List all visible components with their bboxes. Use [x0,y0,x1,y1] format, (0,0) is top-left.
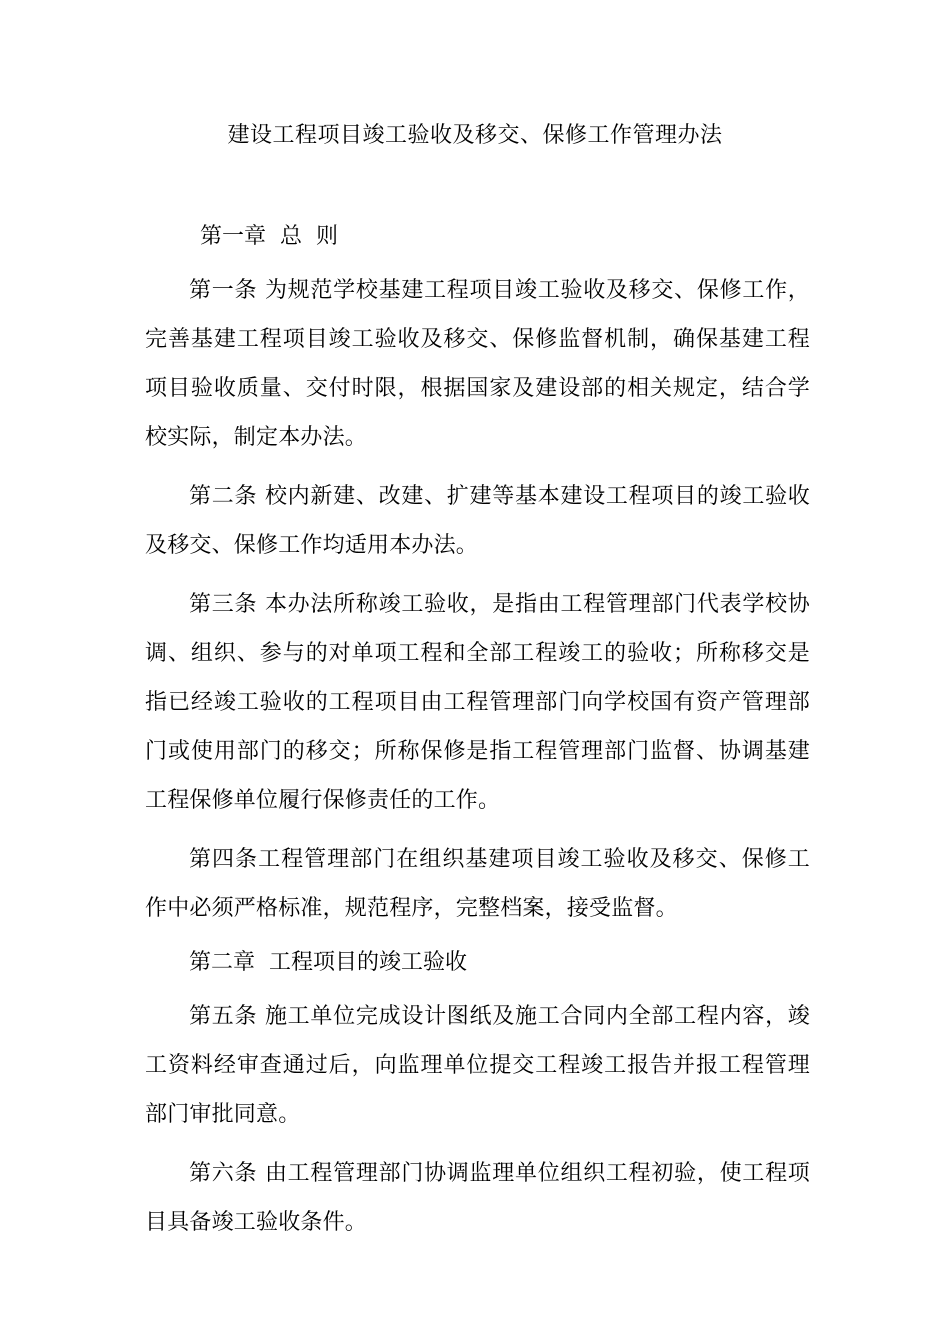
article-label: 第六条 [189,1161,265,1186]
document-body [145,217,810,1257]
article-text: 本办法所称竣工验收，是指由工程管理部门代表学校协调、组织、参与的对单项工程和全部工程竣工的验收；所称移交是指已经竣工验收的工程项目由工程管理部门向学校国有资产管理部门或使用部门的移交；所称保修是指工程管理部门监督、协调基建工程保修单位履行保修责任的工作。 [145,592,810,813]
article-5 [145,992,810,1139]
article-1 [145,266,810,462]
article-label: 第三条 [189,592,265,617]
article-2 [145,472,810,570]
article-text: 第四条工程管理部门在组织基建项目竣工验收及移交、保修工作中必须严格标准，规范程序，完整档案，接受监督。 [145,847,810,921]
article-6 [145,1149,810,1247]
chapter-heading-1: 第一章 总 则 [200,224,338,249]
article-label: 第五条 [189,1004,265,1029]
document-title: 建设工程项目竣工验收及移交、保修工作管理办法 [227,123,723,148]
article-text: 施工单位完成设计图纸及施工合同内全部工程内容，竣工资料经审查通过后，向监理单位提交工程竣工报告并报工程管理部门审批同意。 [145,1004,810,1127]
article-text: 为规范学校基建工程项目竣工验收及移交、保修工作，完善基建工程项目竣工验收及移交、保修监督机制，确保基建工程项目验收质量、交付时限，根据国家及建设部的相关规定，结合学校实际，制定本办法。 [145,278,810,450]
article-label: 第一条 [189,278,265,303]
article-3 [145,580,810,825]
article-text: 由工程管理部门协调监理单位组织工程初验，使工程项目具备竣工验收条件。 [145,1161,810,1235]
chapter-heading-2: 第二章 工程项目的竣工验收 [189,950,467,975]
article-label: 第二条 [189,484,265,509]
article-4 [145,835,810,933]
article-text: 校内新建、改建、扩建等基本建设工程项目的竣工验收及移交、保修工作均适用本办法。 [145,484,810,558]
